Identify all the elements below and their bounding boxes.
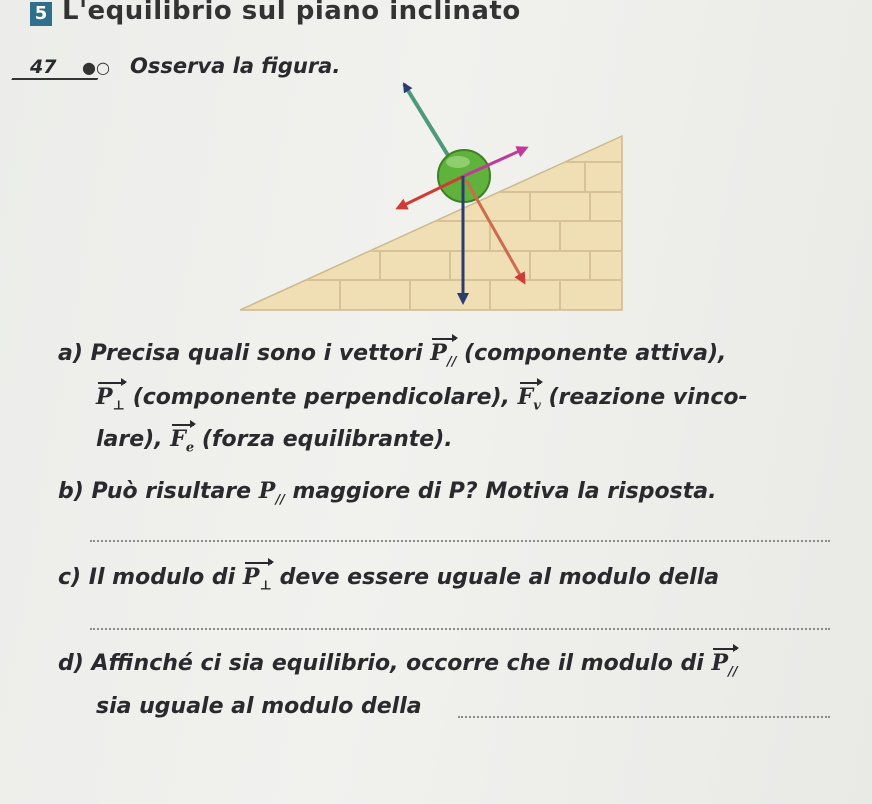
question-d-letter: d) [58, 651, 84, 676]
answer-line-c[interactable] [90, 628, 830, 630]
vector-p-parallel-d: $P_{//}$ [711, 650, 738, 680]
vector-p-perpendicular-c: $P_\perp$ [242, 564, 272, 594]
question-c-letter: c) [58, 565, 82, 590]
inclined-plane-figure [240, 70, 640, 330]
question-d-text-2: sia uguale al modulo della [96, 694, 422, 719]
symbol-p-parallel: $P_{//}$ [258, 478, 285, 508]
question-d-line1 [58, 650, 737, 679]
question-a-letter: a) [58, 341, 83, 366]
question-a-text-3post: (forza equilibrante). [201, 427, 453, 452]
vector-p-parallel: $P_{//}$ [430, 340, 457, 370]
chapter-title: L'equilibrio sul piano inclinato [62, 0, 521, 26]
exercise-intro: Osserva la figura. [130, 54, 341, 78]
vector-f-e: $F_e$ [170, 426, 195, 456]
question-a-text-3pre: lare), [96, 427, 163, 452]
chapter-number-badge: 5 [30, 2, 52, 26]
question-b-text-pre: Può risultare [91, 479, 252, 504]
question-b-text-post: maggiore di P? Motiva la risposta. [292, 479, 717, 504]
difficulty-indicator: ●○ [82, 58, 110, 77]
question-a-text: Precisa quali sono i vettori [90, 341, 423, 366]
question-c-text-post: deve essere uguale al modulo della [279, 565, 720, 590]
question-a-text-mid: (componente perpendicolare), [132, 385, 510, 410]
inclined-plane [240, 136, 622, 310]
question-c [58, 564, 719, 593]
question-a-text-post2: (reazione vinco- [548, 385, 748, 410]
question-d-line2 [96, 694, 422, 719]
question-a-line1 [58, 340, 726, 369]
question-c-text-pre: Il modulo di [88, 565, 236, 590]
question-b-letter: b) [58, 479, 84, 504]
question-d-text: Affinché ci sia equilibrio, occorre che il modulo di [91, 651, 704, 676]
question-a-line3 [96, 426, 453, 455]
answer-line-d[interactable] [458, 716, 830, 718]
question-a-line2 [96, 384, 748, 413]
question-a-text-post: (componente attiva), [464, 341, 727, 366]
answer-line-b[interactable] [90, 540, 830, 542]
question-b [58, 478, 716, 507]
exercise-number: 47 [30, 56, 57, 78]
vector-p-perpendicular: $P_\perp$ [96, 384, 126, 414]
exercise-underline [0, 78, 98, 100]
vector-f-v: $F_v$ [517, 384, 541, 414]
